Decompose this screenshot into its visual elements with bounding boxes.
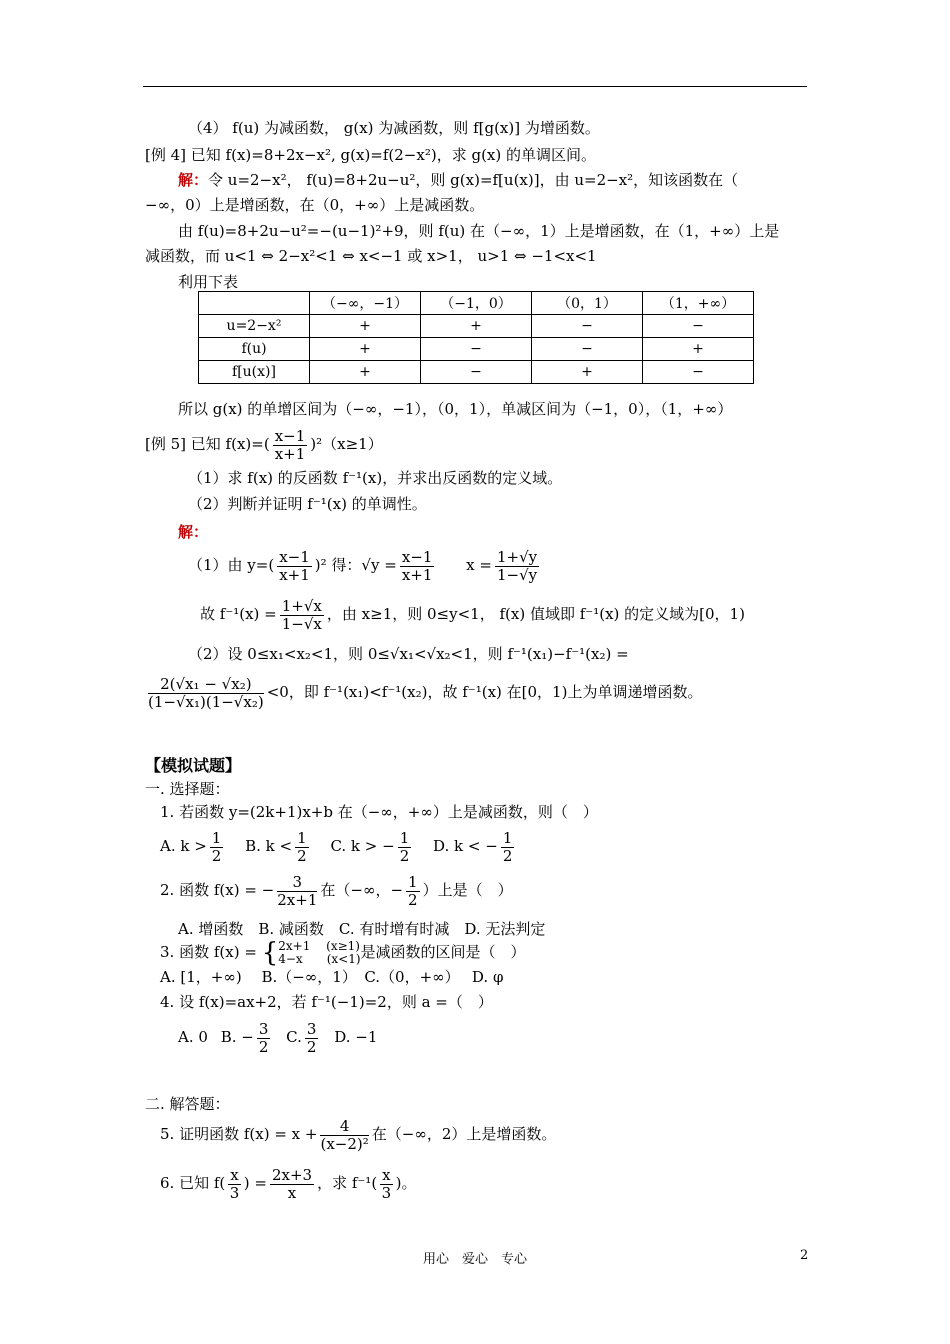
option-c: C. k > − [330, 837, 395, 855]
table-cell [199, 292, 310, 315]
text-fragment: 故 f⁻¹(x) = [200, 605, 277, 623]
fraction-numerator: 3 [258, 1019, 269, 1038]
fraction-denominator: 2 [211, 846, 222, 865]
fraction-denominator: 2 [399, 846, 410, 865]
option-d: D. k < − [433, 837, 498, 855]
fraction [501, 830, 515, 865]
fraction-numerator: 3 [306, 1019, 317, 1038]
question-4-options [178, 1017, 377, 1057]
text-fragment: 6. 已知 f( [160, 1174, 226, 1192]
example-4-statement: [例 4] 已知 f(x)=8+2x−x², g(x)=f(2−x²)，求 g(x) 的单调区间。 [145, 146, 597, 164]
text-fragment: [例 5] 已知 f(x)=( [145, 435, 270, 453]
table-cell: − [532, 315, 643, 338]
fraction [495, 549, 539, 584]
fraction-denominator: 1−√x [281, 614, 322, 633]
fraction [320, 1118, 368, 1153]
table-cell: （1，+∞） [643, 292, 754, 315]
table-row [199, 338, 754, 361]
fraction [380, 1167, 392, 1202]
solution-step-1-result [200, 594, 745, 634]
fraction-numerator: 4 [320, 1118, 368, 1136]
question-1: 1. 若函数 y=(2k+1)x+b 在（−∞，+∞）上是减函数，则（ ） [160, 803, 598, 821]
text-line: （2）判断并证明 f⁻¹(x) 的单调性。 [188, 495, 427, 513]
table-cell: + [310, 315, 421, 338]
table-cell: + [310, 338, 421, 361]
question-3-options: A. [1，+∞) B.（−∞，1） C.（0，+∞） D. φ [160, 968, 504, 986]
fraction-denominator: 3 [381, 1183, 392, 1202]
text-fragment: 是减函数的区间是（ ） [360, 943, 526, 961]
header-rule [143, 86, 807, 87]
fraction-numerator: 1 [211, 828, 222, 847]
fraction [295, 830, 309, 865]
fraction-denominator: 2 [502, 846, 513, 865]
fraction-numerator: 1 [399, 828, 410, 847]
footer-text: 用心 爱心 专心 [422, 1252, 527, 1267]
text-line: 利用下表 [178, 273, 239, 291]
fraction-denominator: x+1 [279, 565, 310, 584]
option-b: B. − [220, 1028, 254, 1046]
case-2: 4−x (x<1) [278, 952, 361, 966]
table-cell: + [532, 361, 643, 384]
fraction-denominator: (x−2)² [320, 1134, 369, 1153]
question-2 [160, 870, 513, 910]
text-line: （1）求 f(x) 的反函数 f⁻¹(x)，并求出反函数的定义域。 [188, 469, 563, 487]
table-cell: f[u(x)] [199, 361, 310, 384]
text-fragment: <0，即 f⁻¹(x₁)<f⁻¹(x₂)，故 f⁻¹(x) 在[0，1)上为单调递增函数。 [266, 683, 703, 701]
fraction-denominator: 2x+1 [277, 890, 318, 909]
table-cell: （0，1） [532, 292, 643, 315]
question-6 [160, 1163, 417, 1203]
section-heading: 一. 选择题： [145, 780, 230, 798]
fraction-numerator: x−1 [279, 547, 310, 566]
solution-step-2: （2）设 0≤x₁<x₂<1，则 0≤√x₁<√x₂<1，则 f⁻¹(x₁)−f⁻¹(x₂) = [188, 645, 629, 663]
fraction [277, 874, 317, 909]
solution-step-1 [188, 545, 542, 585]
text-fragment: ) = [243, 1174, 267, 1192]
case-1: 2x+1 (x≥1) [278, 939, 360, 953]
fraction-denominator: 1−√y [496, 565, 538, 584]
solution-label: 解： [178, 171, 209, 189]
table-cell: − [421, 361, 532, 384]
sign-table [198, 291, 754, 384]
option-b: B. k < [245, 837, 293, 855]
question-5 [160, 1114, 556, 1154]
fraction-denominator: 3 [229, 1183, 240, 1202]
section-title: 【模拟试题】 [145, 756, 242, 775]
fraction-numerator: x [230, 1165, 239, 1184]
piecewise-cases [278, 940, 360, 966]
table-row [199, 292, 754, 315]
text-fragment: 3. 函数 f(x) = [160, 943, 257, 961]
fraction-numerator: 1 [297, 828, 307, 847]
fraction [305, 1021, 319, 1056]
table-cell: + [421, 315, 532, 338]
table-cell: （−1，0） [421, 292, 532, 315]
text-fragment: 5. 证明函数 f(x) = x + [160, 1125, 318, 1143]
fraction-numerator: x [382, 1165, 391, 1184]
fraction [273, 428, 308, 463]
option-c: C. [286, 1028, 302, 1046]
solution-label: 解： [178, 523, 209, 541]
fraction [280, 598, 324, 633]
option-a: A. 0 [178, 1028, 208, 1046]
text-fragment: )。 [395, 1174, 417, 1192]
text-fragment: （1）由 y=( [188, 556, 275, 574]
text-line: 由 f(u)=8+2u−u²=−(u−1)²+9，则 f(u) 在（−∞，1）上是增函数，在（1，+∞）上是 [178, 222, 780, 240]
fraction-numerator: 1+√y [496, 547, 538, 566]
table-cell: − [643, 315, 754, 338]
text-line: −∞，0）上是增函数，在（0，+∞）上是减函数。 [145, 196, 485, 214]
text-fragment: ）上是（ ） [422, 881, 513, 899]
table-cell: u=2−x² [199, 315, 310, 338]
table-cell: + [643, 338, 754, 361]
fraction-denominator: x+1 [401, 565, 433, 584]
option-a: A. k > [160, 837, 207, 855]
page-number: 2 [800, 1248, 809, 1263]
fraction-denominator: x [287, 1183, 297, 1202]
fraction-numerator: 2(√x₁ − √x₂) [148, 676, 264, 694]
table-cell: + [310, 361, 421, 384]
fraction [277, 549, 312, 584]
fraction-denominator: 2 [297, 846, 307, 865]
section-heading: 二. 解答题： [145, 1095, 230, 1113]
text-fragment: 2. 函数 f(x) = − [160, 881, 275, 899]
fraction [210, 830, 224, 865]
text-fragment: )² 得：√y = [314, 556, 397, 574]
fraction [400, 549, 435, 584]
text-fragment: x = [466, 556, 492, 574]
fraction-denominator: 2 [258, 1037, 269, 1056]
fraction [148, 676, 264, 711]
example-5-statement [145, 424, 383, 464]
solution-step-2-result [145, 672, 702, 712]
brace-symbol: { [261, 938, 279, 968]
text-line: 所以 g(x) 的单增区间为（−∞，−1），（0，1），单减区间为（−1，0），（1，+∞） [178, 400, 733, 418]
question-1-options [160, 826, 517, 866]
fraction-denominator: 2 [306, 1037, 317, 1056]
text-fragment: 在（−∞，2）上是增函数。 [371, 1125, 557, 1143]
fraction-numerator: 2x+3 [271, 1165, 313, 1184]
text-line: 减函数，而 u<1 ⇔ 2−x²<1 ⇔ x<−1 或 x>1， u>1 ⇔ −1<x<1 [145, 247, 597, 265]
text-fragment: 在（−∞，− [320, 881, 404, 899]
text-fragment: ，求 f⁻¹( [317, 1174, 378, 1192]
question-4: 4. 设 f(x)=ax+2，若 f⁻¹(−1)=2，则 a =（ ） [160, 993, 493, 1011]
fraction-numerator: x−1 [274, 426, 306, 445]
fraction-numerator: 3 [277, 874, 317, 892]
text-fragment: ，由 x≥1，则 0≤y<1， f(x) 值域即 f⁻¹(x) 的定义域为[0，1) [326, 605, 745, 623]
question-3 [160, 937, 526, 968]
table-cell: （−∞，−1） [310, 292, 421, 315]
text-fragment: )²（x≥1） [310, 435, 383, 453]
table-cell: − [643, 361, 754, 384]
solution-line [178, 170, 738, 190]
fraction-numerator: x−1 [401, 547, 433, 566]
fraction [257, 1021, 271, 1056]
table-cell: f(u) [199, 338, 310, 361]
option-d: D. −1 [334, 1028, 378, 1046]
table-cell: − [421, 338, 532, 361]
fraction [406, 874, 420, 909]
fraction [270, 1167, 314, 1202]
question-2-options: A. 增函数 B. 减函数 C. 有时增有时减 D. 无法判定 [178, 920, 546, 938]
fraction-numerator: 1 [408, 872, 418, 891]
fraction-denominator: x+1 [274, 444, 306, 463]
text-line: （4） f(u) 为减函数， g(x) 为减函数，则 f[g(x)] 为增函数。 [188, 119, 600, 137]
table-cell: − [532, 338, 643, 361]
table-row [199, 315, 754, 338]
fraction-numerator: 1 [502, 828, 513, 847]
fraction-numerator: 1+√x [281, 596, 322, 615]
text-line: 令 u=2−x²， f(u)=8+2u−u²，则 g(x)=f[u(x)]，由 u=2−x²，知该函数在（ [208, 171, 739, 189]
fraction-denominator: (1−√x₁)(1−√x₂) [148, 692, 264, 711]
fraction [398, 830, 412, 865]
fraction [228, 1167, 240, 1202]
fraction-denominator: 2 [408, 890, 418, 909]
table-row [199, 361, 754, 384]
